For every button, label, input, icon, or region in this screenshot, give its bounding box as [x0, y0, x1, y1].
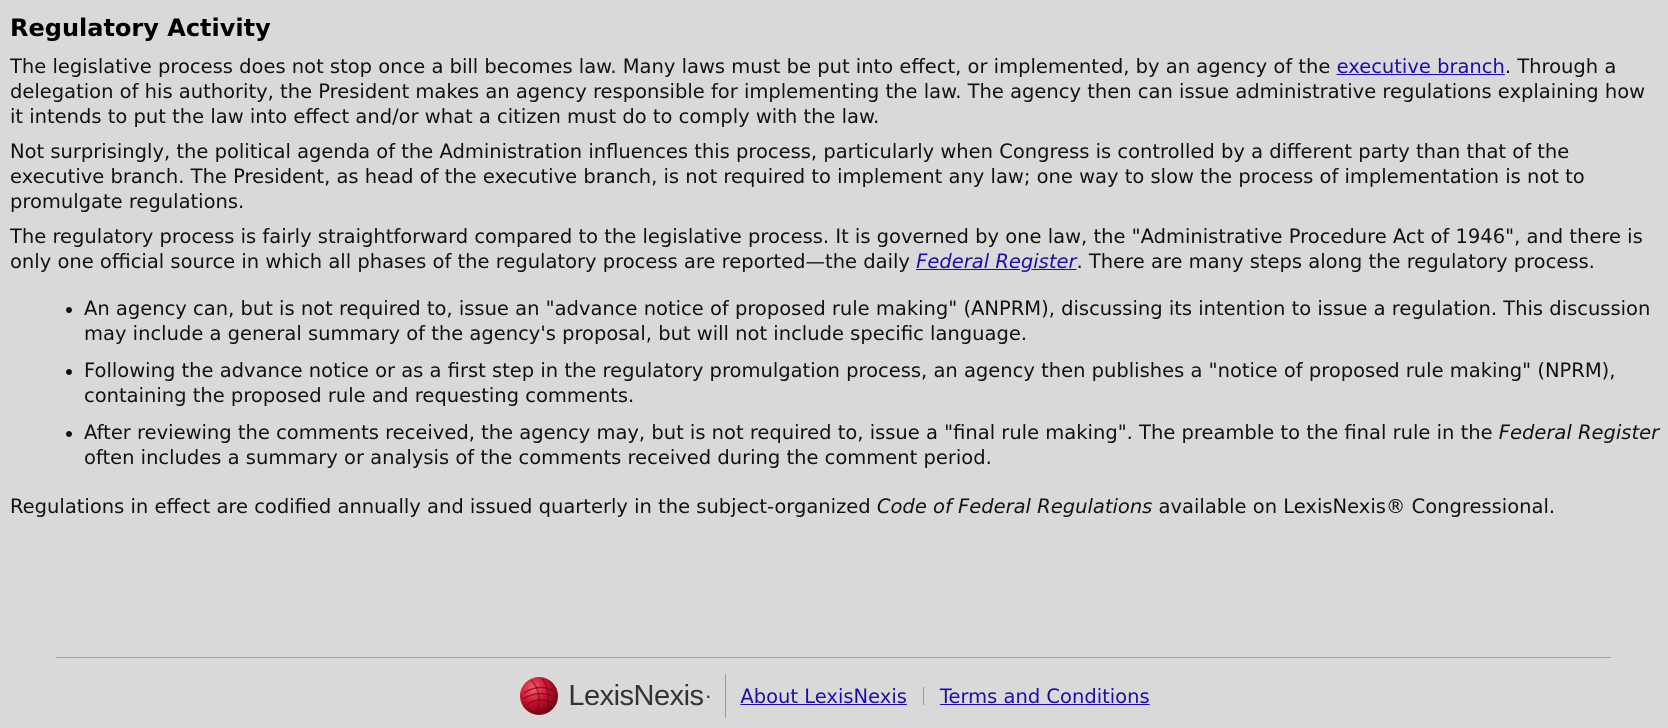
paragraph-text: Regulations in effect are codified annually and issued quarterly in the subject-organized	[10, 495, 877, 518]
lexisnexis-sphere-icon	[518, 675, 560, 717]
list-item: • Following the advance notice or as a first step in the regulatory promulgation process, an agency then publishes a "notice of proposed rule making" (NPRM), containing the proposed rule and requesting comments.	[84, 358, 1660, 408]
paragraph-intro	[10, 54, 1660, 129]
paragraph-text: . There are many steps along the regulatory process.	[1076, 250, 1595, 273]
list-item	[84, 420, 1660, 470]
list-item: • An agency can, but is not required to, issue an "advance notice of proposed rule making" (ANPRM), discussing its intention to issue a regulation. This discussion may include a general summary of the agency's proposal, but will not include specific language.	[84, 296, 1660, 346]
paragraph-text: available on LexisNexis® Congressional.	[1152, 495, 1556, 518]
footer-divider	[56, 657, 1611, 658]
paragraph-process	[10, 224, 1660, 274]
paragraph-text: The regulatory process is fairly straightforward compared to the legislative process. It is governed by one law, the "Administrative Procedure Act of 1946", and there is only one official source in which all phases of the regulatory process are reported—the daily	[10, 225, 1643, 273]
federal-register-italic: Federal Register	[1498, 421, 1660, 444]
page-title: Regulatory Activity	[10, 14, 271, 42]
list-item-text: often includes a summary or analysis of the comments received during the comment period.	[84, 446, 992, 469]
paragraph-text: . Through a delegation of his authority, the President makes an agency responsible for implementing the law. The agency then can issue administrative regulations explaining how it intends to put the law into effect and/or what a citizen must do to comply with the law.	[10, 55, 1646, 128]
federal-register-link[interactable]: Federal Register	[916, 250, 1077, 273]
lexisnexis-logo	[518, 674, 726, 718]
executive-branch-link[interactable]: executive branch	[1336, 55, 1505, 78]
list-item-text: After reviewing the comments received, the agency may, but is not required to, issue a "final rule making". The preamble to the final rule in the	[84, 421, 1499, 444]
logo-mark: ·	[704, 683, 712, 708]
terms-conditions-link[interactable]: Terms and Conditions	[939, 684, 1150, 708]
footer	[0, 674, 1668, 718]
article	[10, 8, 1660, 529]
footer-separator	[923, 687, 924, 705]
paragraph-codified	[10, 494, 1660, 519]
steps-list	[10, 296, 1660, 470]
paragraph-agenda: Not surprisingly, the political agenda of the Administration influences this process, particularly when Congress is controlled by a different party than that of the executive branch. The President, as head of the executive branch, is not required to implement any law; one way to slow the process of implementation is not to promulgate regulations.	[10, 140, 1585, 213]
logo-wordmark: LexisNexis	[568, 679, 704, 712]
cfr-italic: Code of Federal Regulations	[876, 495, 1153, 518]
about-lexisnexis-link[interactable]: About LexisNexis	[740, 684, 907, 708]
paragraph-text: The legislative process does not stop once a bill becomes law. Many laws must be put into effect, or implemented, by an agency of the	[10, 55, 1337, 78]
